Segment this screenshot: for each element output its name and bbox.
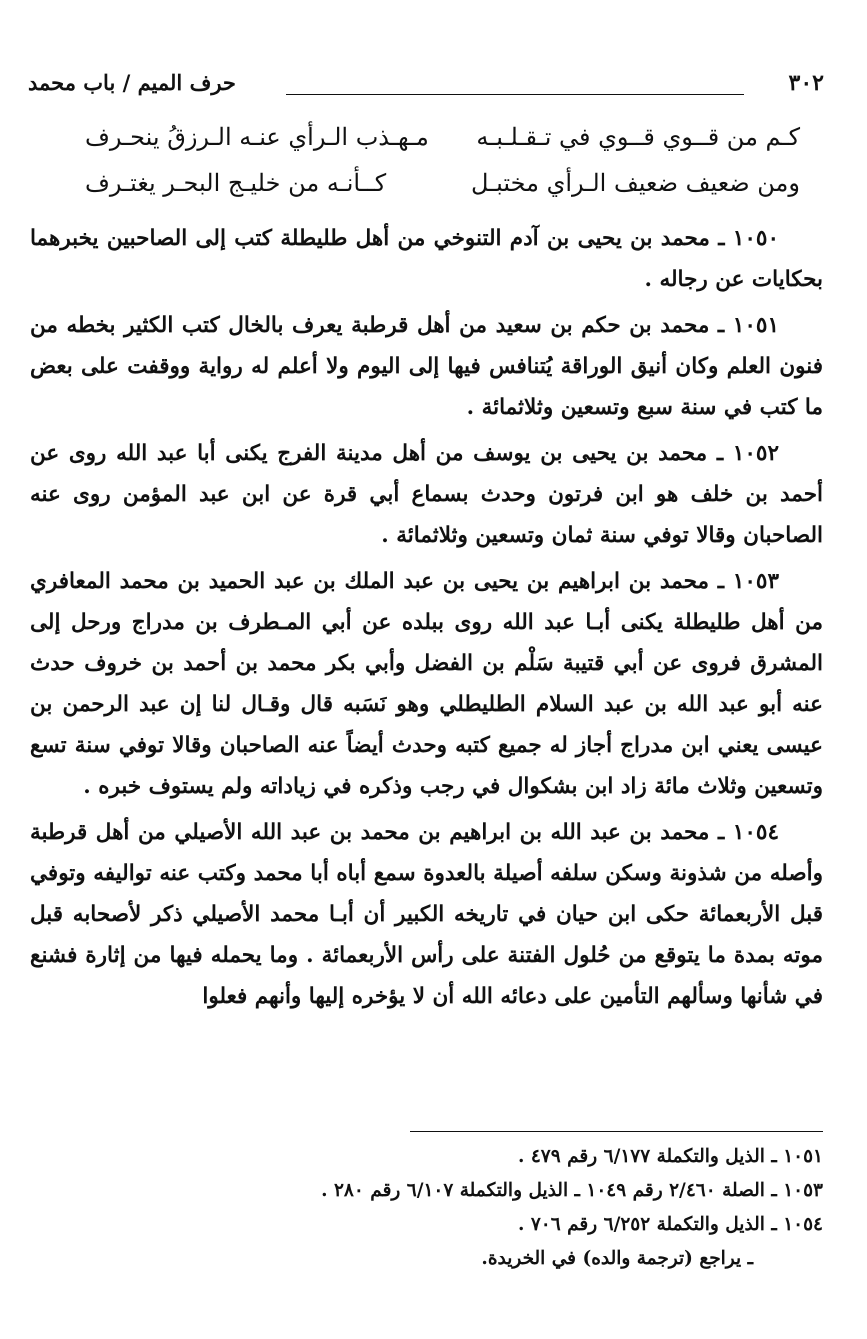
verse-first-hemistich: ومن ضعيف ضعيف الـرأي مختبـل <box>470 169 800 197</box>
verse-row <box>60 169 800 213</box>
page-number: ٣٠٢ <box>788 70 824 96</box>
entry-1051: ١٠٥١ ـ محمد بن حكم بن سعيد من أهل قرطبة يعرف بالخال كتب الكثير بخطه من فنون العلم وكان أنيق الوراقة يُتنافس فيها إلى اليوم ولا أعلم له رواية ووقفت على بعض ما كتب في سنة سبع وتسعين وثلاثمائة . <box>30 313 823 420</box>
poem <box>60 123 800 215</box>
header-title: حرف الميم / باب محمد <box>28 70 236 95</box>
footnote-1053: ١٠٥٣ ـ الصلة ٢/٤٦٠ رقم ١٠٤٩ ـ الذيل والتكملة ٦/١٠٧ رقم ٢٨٠ . <box>321 1180 823 1201</box>
entry-1052: ١٠٥٢ ـ محمد بن يحيى بن يوسف من أهل مدينة الفرج يكنى أبا عبد الله روى عن أحمد بن خلف هو ابن فرتون وحدث بسماع أبي قرة عن ابن عبد المؤمن روى عنه الصاحبان وقالا توفي سنة ثمان وتسعين وثلاثمائة . <box>30 441 823 548</box>
verse-second-hemistich: كــأنـه من خليـج البحـر يغتـرف <box>85 169 387 197</box>
body-text <box>30 218 823 1022</box>
footnote-note: ـ يراجع (ترجمة والده) في الخريدة. <box>481 1248 753 1269</box>
footnote-1051: ١٠٥١ ـ الذيل والتكملة ٦/١٧٧ رقم ٤٧٩ . <box>517 1146 823 1167</box>
entry-1050: ١٠٥٠ ـ محمد بن يحيى بن آدم التنوخي من أهل طليطلة كتب إلى الصاحبين يخبرهما بحكايات عن رجاله . <box>30 226 823 292</box>
footnotes <box>123 1140 823 1276</box>
verse-second-hemistich: مـهـذب الـرأي عنـه الـرزقُ ينحـرف <box>85 123 429 151</box>
header-rule <box>286 94 744 95</box>
running-header <box>28 70 824 104</box>
footnote-1054: ١٠٥٤ ـ الذيل والتكملة ٦/٢٥٢ رقم ٧٠٦ . <box>517 1214 823 1235</box>
footnote-rule <box>410 1131 823 1132</box>
verse-first-hemistich: كـم من قــوي قــوي في تـقـلـبـه <box>476 123 800 151</box>
verse-row <box>60 123 800 167</box>
entry-1053: ١٠٥٣ ـ محمد بن ابراهيم بن يحيى بن عبد الملك بن عبد الحميد بن محمد المعافري من أهل طليطلة يكنى أبـا عبد الله روى ببلده عن أبي المـطرف بن مدراج ورحل إلى المشرق فروى عن أبي قتيبة سَلْم بن الفضل وأبي بكر محمد بن أحمد بن خروف حدث عنه أبو عبد الله بن عبد السلام الطليطلي وهو نَسَبه قال وقـال لنا إن عبد الرحمن بن عيسى يعني ابن مدراج أجاز له جميع كتبه وحدث أيضاً عنه الصاحبان وقالا توفي سنة تسع وتسعين وثلاث مائة زاد ابن بشكوال في رجب وذكره في زياداته ولم يستوف خبره . <box>30 569 823 799</box>
entry-1054: ١٠٥٤ ـ محمد بن عبد الله بن ابراهيم بن محمد بن عبد الله الأصيلي من أهل قرطبة وأصله من شذونة وسكن سلفه أصيلة بالعدوة سمع أباه أبا محمد وكتب عنه تواليفه وتوفي قبل الأربعمائة حكى ابن حيان في تاريخه الكبير أن أبـا محمد الأصيلي ذكر لأصحابه قبل موته بمدة ما يتوقع من حُلول الفتنة على رأس الأربعمائة . وما يحمله فيها من إثارة فشنع في شأنها وسألهم التأمين على دعائه الله أن لا يؤخره إليها وأنهم فعلوا <box>30 820 823 1009</box>
